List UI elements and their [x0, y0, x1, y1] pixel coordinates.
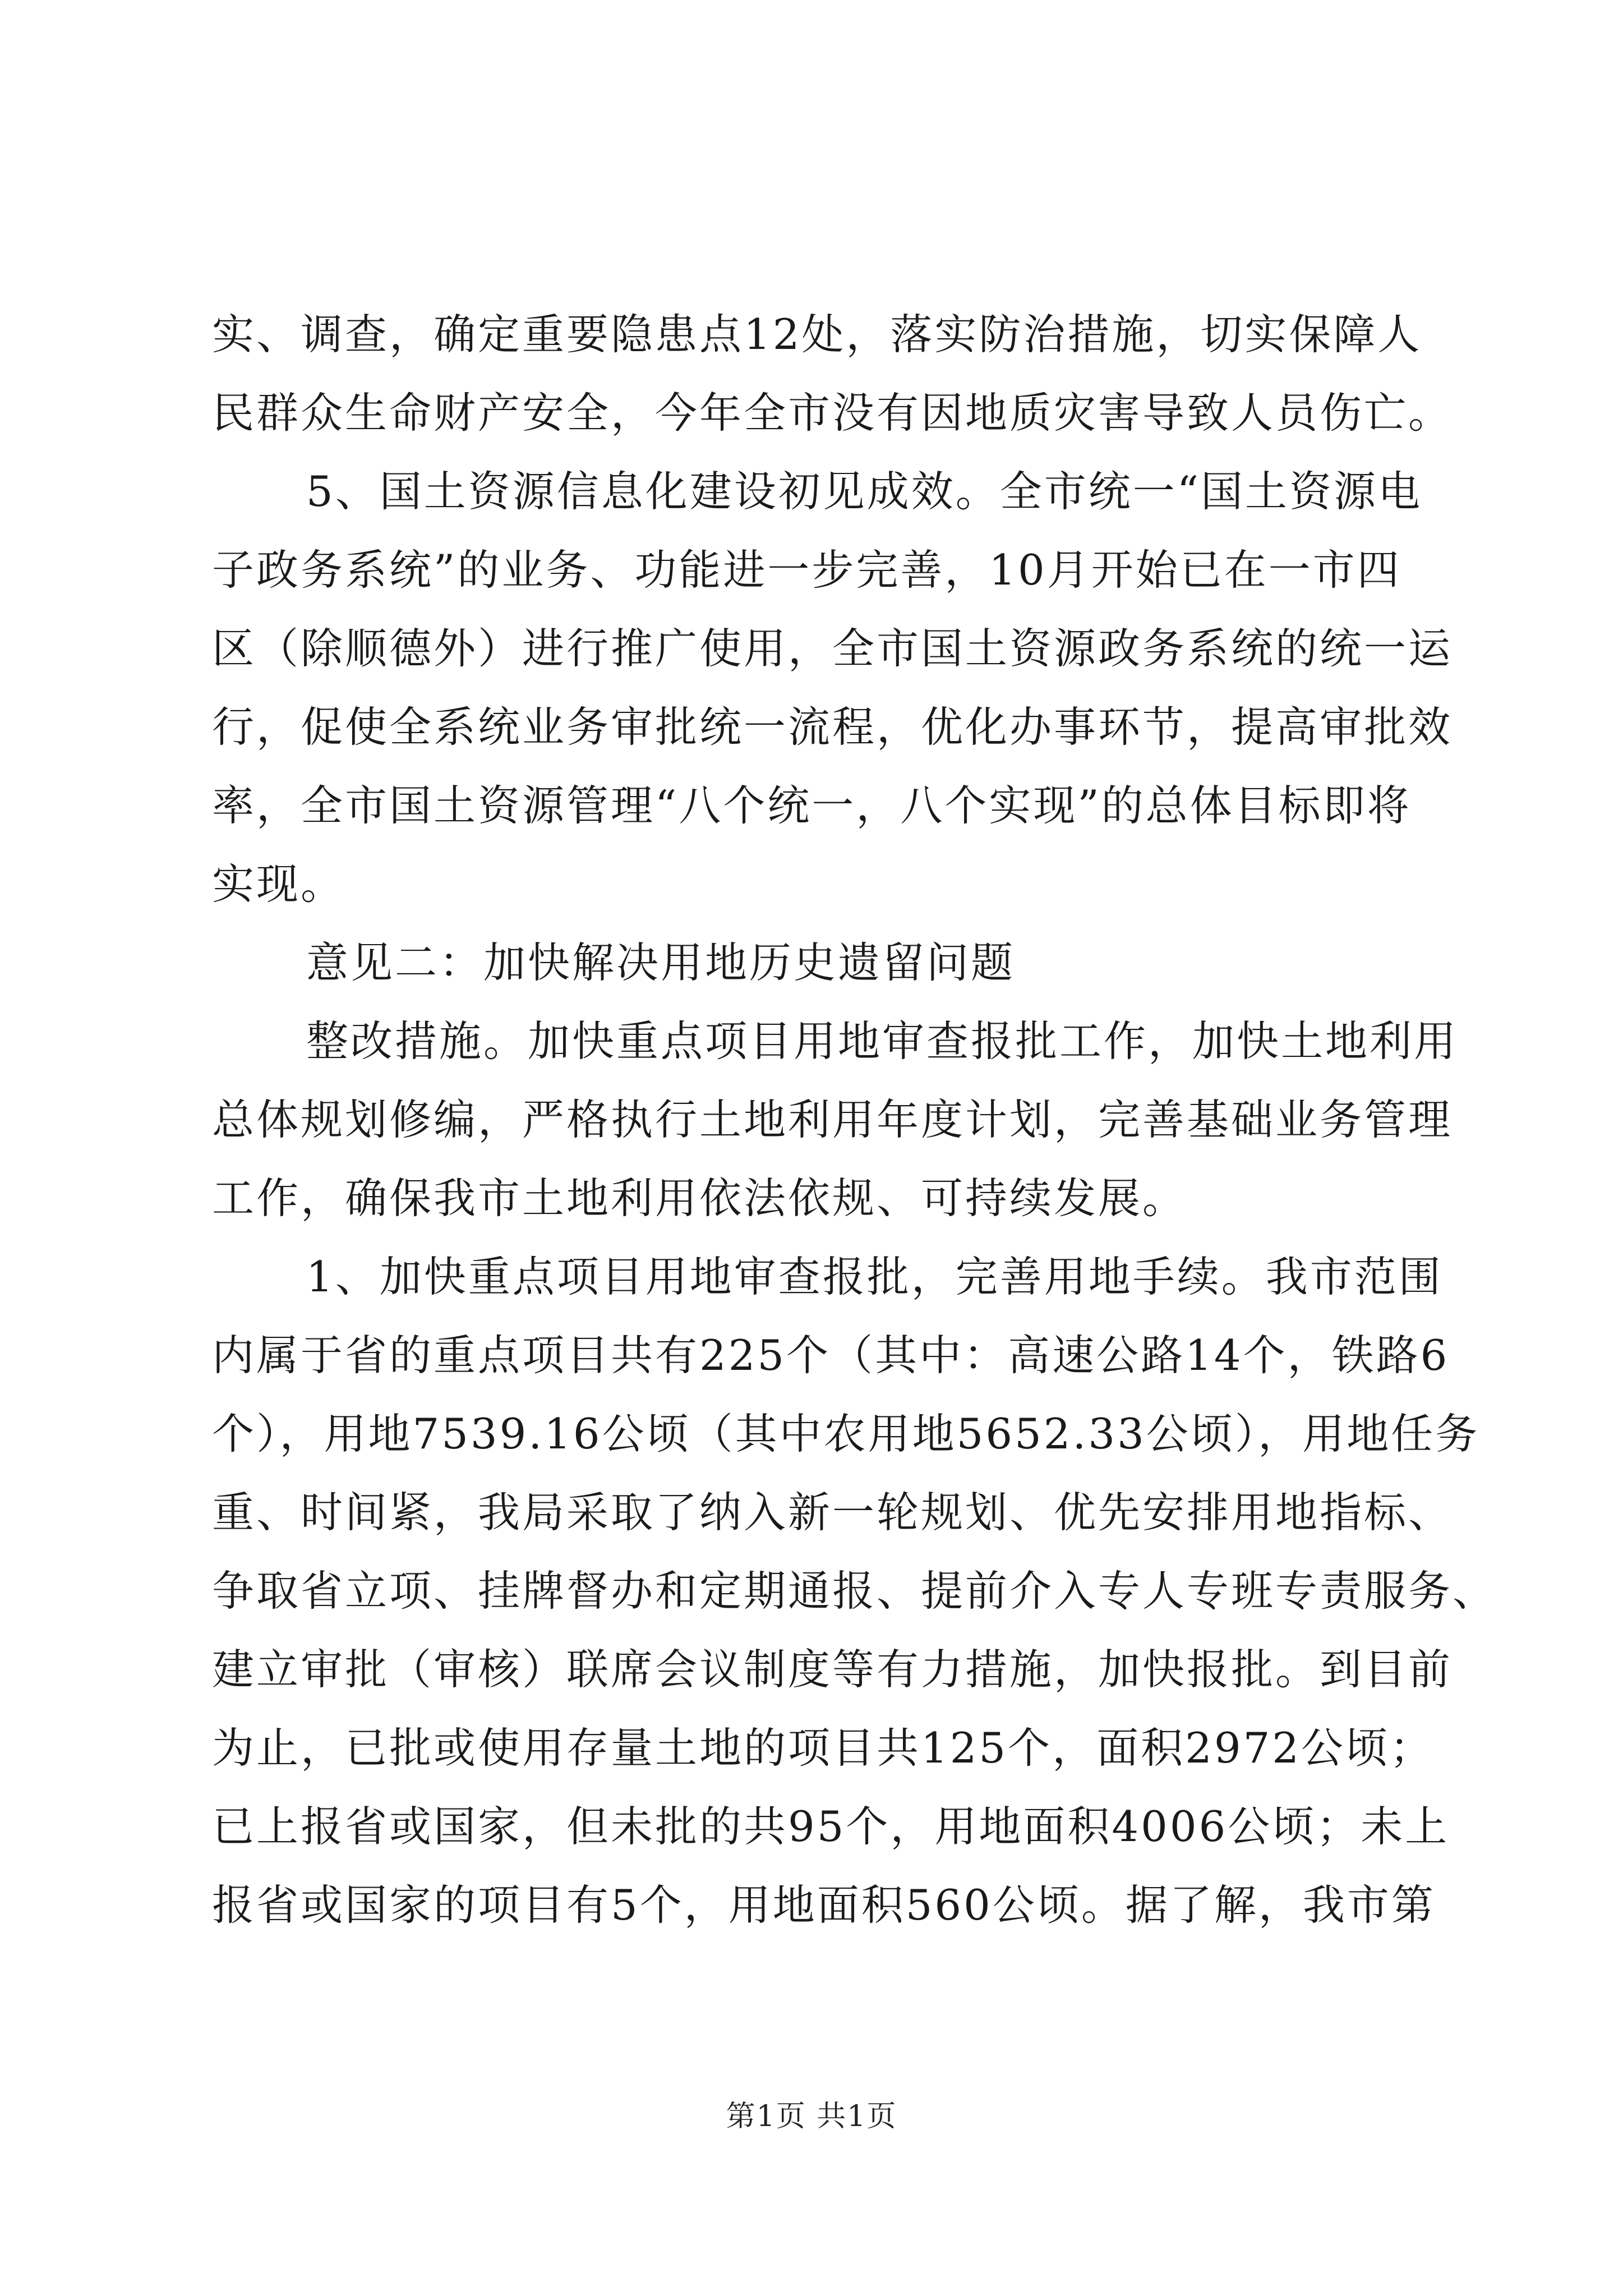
body-line: 工作，确保我市土地利用依法依规、可持续发展。: [212, 1174, 1187, 1223]
body-line: 行，促使全系统业务审批统一流程，优化办事环节，提高审批效: [212, 702, 1453, 752]
body-line: 重、时间紧，我局采取了纳入新一轮规划、优先安排用地指标、: [212, 1488, 1453, 1537]
page-number: 第1页 共1页: [726, 2100, 897, 2133]
body-line: 区（除顺德外）进行推广使用，全市国土资源政务系统的统一运: [212, 624, 1453, 673]
body-line: 民群众生命财产安全，今年全市没有因地质灾害导致人员伤亡。: [212, 388, 1453, 438]
body-line: 为止，已批或使用存量土地的项目共125个，面积2972公顷；: [212, 1723, 1435, 1773]
page-footer: [0, 2097, 1623, 2136]
body-line: 已上报省或国家，但未批的共95个，用地面积4006公顷；未上: [212, 1802, 1450, 1851]
body-line: 率，全市国土资源管理“八个统一，八个实现”的总体目标即将: [212, 781, 1412, 830]
body-line: 实、调查，确定重要隐患点12处，落实防治措施，切实保障人: [212, 310, 1422, 359]
body-line: 实现。: [212, 859, 345, 909]
body-line: 个），用地7539.16公顷（其中农用地5652.33公顷），用地任务: [212, 1409, 1480, 1458]
paragraph-start-line: 1、加快重点项目用地审查报批，完善用地手续。我市范围: [306, 1252, 1443, 1301]
body-line: 子政务系统”的业务、功能进一步完善，10月开始已在一市四: [212, 545, 1401, 595]
paragraph-start-line: 整改措施。加快重点项目用地审查报批工作，加快土地利用: [306, 1016, 1459, 1066]
section-heading: 意见二：加快解决用地历史遗留问题: [306, 938, 1016, 987]
body-line: 报省或国家的项目有5个，用地面积560公顷。据了解，我市第: [212, 1880, 1436, 1930]
body-line: 争取省立项、挂牌督办和定期通报、提前介入专人专班专责服务、: [212, 1566, 1497, 1616]
body-line: 内属于省的重点项目共有225个（其中：高速公路14个，铁路6: [212, 1331, 1450, 1380]
paragraph-start-line: 5、国土资源信息化建设初见成效。全市统一“国土资源电: [306, 467, 1423, 516]
body-line: 总体规划修编，严格执行土地利用年度计划，完善基础业务管理: [212, 1095, 1453, 1144]
body-line: 建立审批（审核）联席会议制度等有力措施，加快报批。到目前: [212, 1645, 1453, 1694]
document-body: [212, 295, 1497, 1944]
